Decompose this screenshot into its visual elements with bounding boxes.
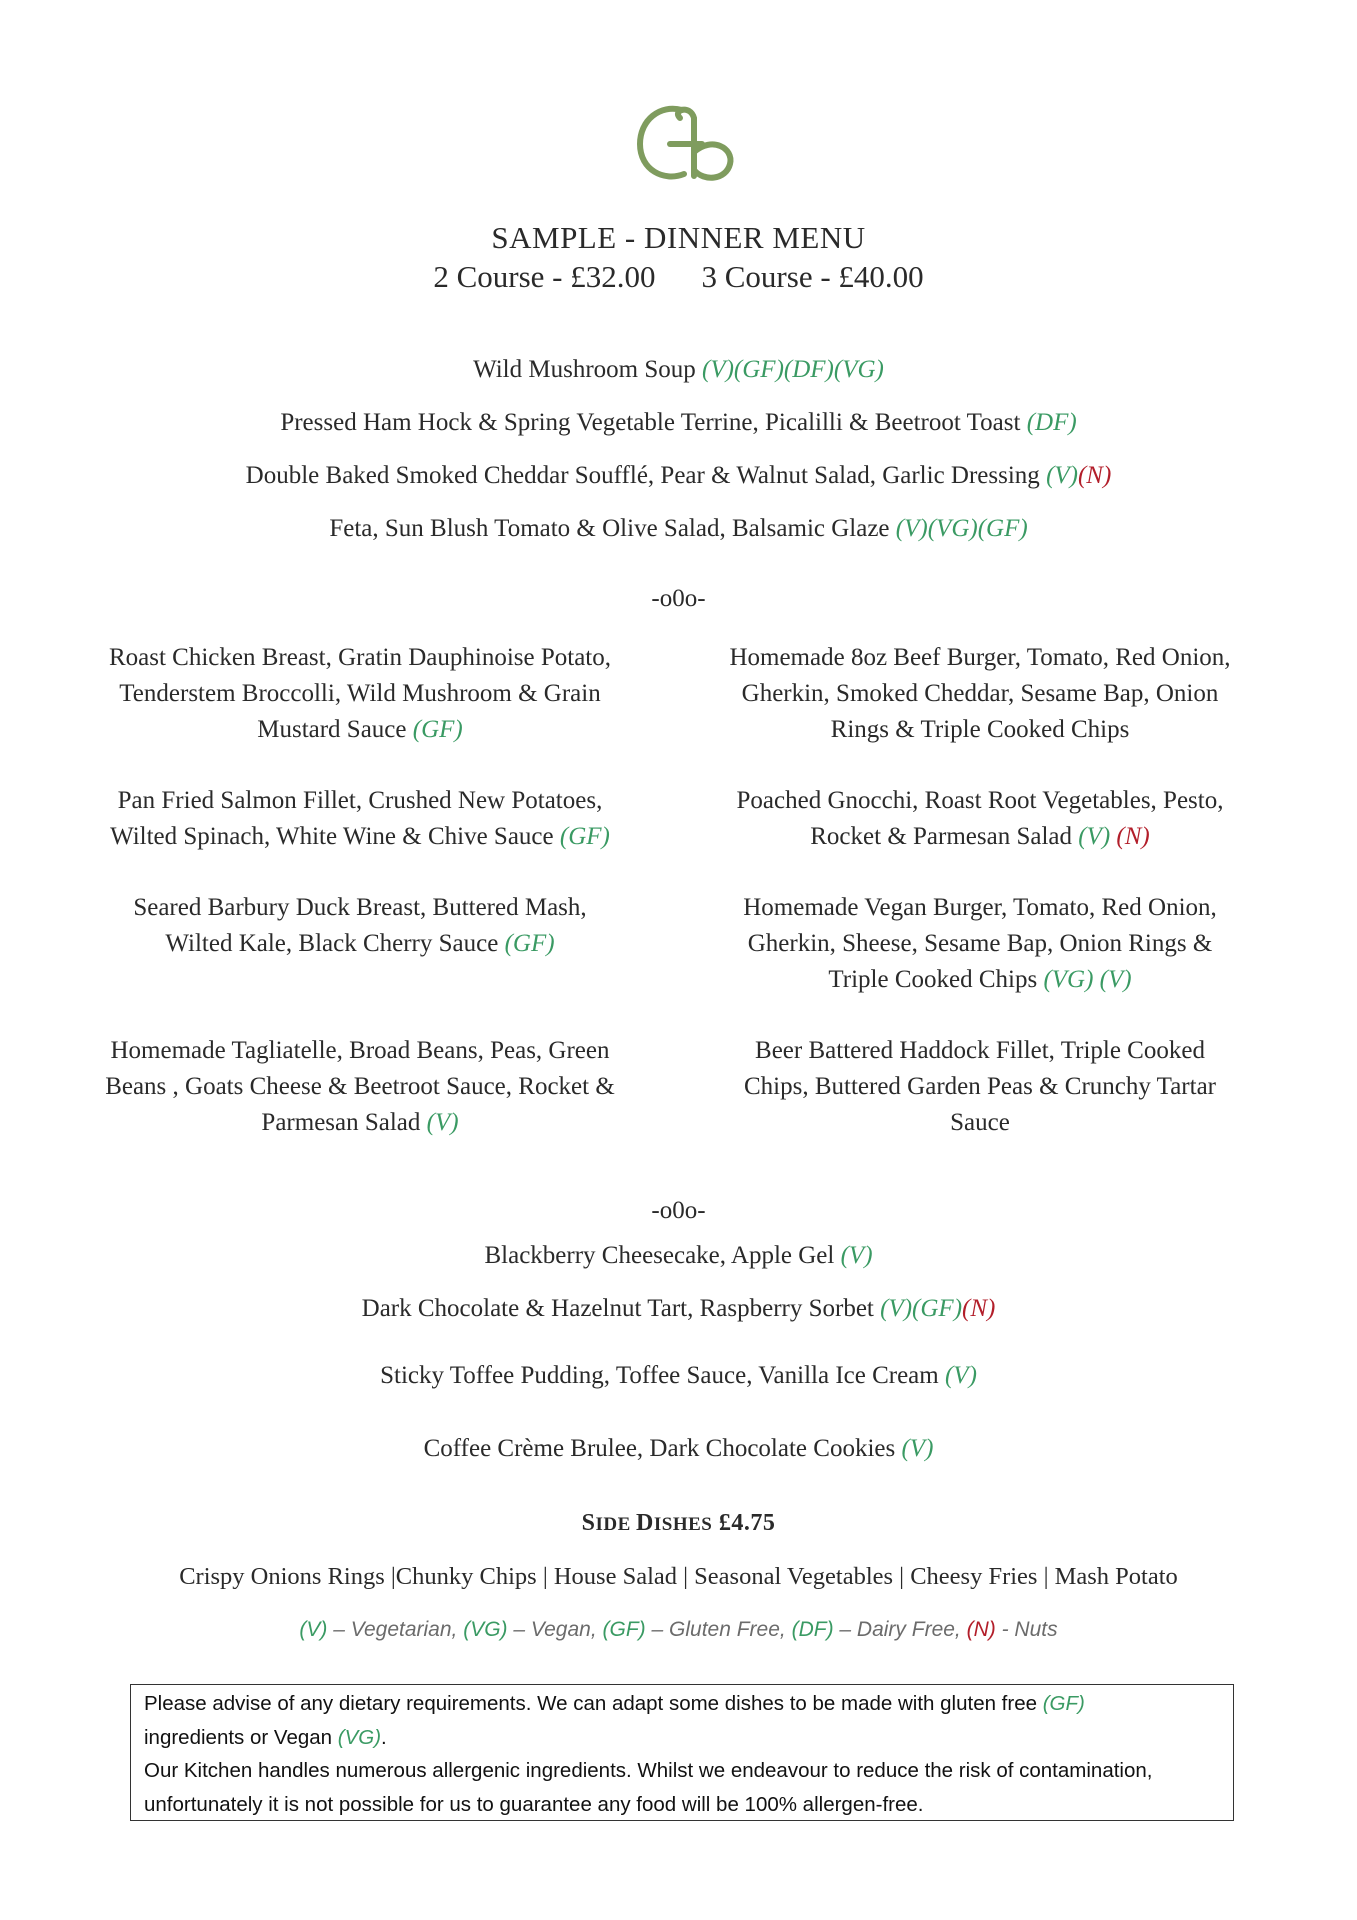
main-item: Homemade 8oz Beef Burger, Tomato, Red Onion, Gherkin, Smoked Cheddar, Sesame Bap, Onion Rings & Triple Cooked Chips [729,644,1231,743]
ca-monogram-logo [630,100,742,196]
dessert-item: Dark Chocolate & Hazelnut Tart, Raspberry Sorbet (V)(GF)(N) [361,1295,996,1322]
side-dishes-heading: SIDE DISHES £4.75 [581,1510,776,1536]
dietary-legend: (V) – Vegetarian, (VG) – Vegan, (GF) – Gluten Free, (DF) – Dairy Free, (N) - Nuts [299,1618,1058,1641]
main-item: Beer Battered Haddock Fillet, Triple Cooked Chips, Buttered Garden Peas & Crunchy Tartar Sauce [744,1037,1216,1136]
section-separator: -o0o- [651,585,706,612]
dessert-item: Coffee Crème Brulee, Dark Chocolate Cookies (V) [423,1435,934,1462]
dessert-item: Blackberry Cheesecake, Apple Gel (V) [484,1242,873,1269]
starter-item: Double Baked Smoked Cheddar Soufflé, Pear & Walnut Salad, Garlic Dressing (V)(N) [245,462,1112,489]
notice-allergen: Our Kitchen handles numerous allergenic ingredients. Whilst we endeavour to reduce the risk of contamination, unfortunately it is not possible for us to guarantee any food will be 100% allergen-free. [144,1759,1153,1816]
starter-item: Wild Mushroom Soup (V)(GF)(DF)(VG) [473,356,884,383]
starter-item: Feta, Sun Blush Tomato & Olive Salad, Balsamic Glaze (V)(VG)(GF) [329,515,1028,542]
two-course-price: 2 Course - £32.00 [433,259,656,294]
section-separator: -o0o- [651,1197,706,1224]
main-item: Roast Chicken Breast, Gratin Dauphinoise Potato, Tenderstem Broccolli, Wild Mushroom & Grain Mustard Sauce (GF) [108,644,611,743]
mains-right-column [695,640,1265,1160]
dessert-item: Sticky Toffee Pudding, Toffee Sauce, Vanilla Ice Cream (V) [380,1362,977,1389]
three-course-price: 3 Course - £40.00 [701,259,924,294]
allergen-notice [130,1684,1234,1821]
mains-left-column [75,640,645,1160]
main-item: Pan Fried Salmon Fillet, Crushed New Potatoes, Wilted Spinach, White Wine & Chive Sauce (GF) [110,787,610,850]
main-item: Homemade Vegan Burger, Tomato, Red Onion, Gherkin, Sheese, Sesame Bap, Onion Rings & Triple Cooked Chips (VG) (V) [743,894,1217,993]
course-prices [0,259,1357,295]
main-item: Seared Barbury Duck Breast, Buttered Mash, Wilted Kale, Black Cherry Sauce (GF) [133,894,587,957]
main-item: Homemade Tagliatelle, Broad Beans, Peas, Green Beans , Goats Cheese & Beetroot Sauce, Rocket & Parmesan Salad (V) [105,1037,615,1136]
main-item: Poached Gnocchi, Roast Root Vegetables, Pesto, Rocket & Parmesan Salad (V) (N) [736,787,1224,850]
notice-dietary: Please advise of any dietary requirements. We can adapt some dishes to be made with gluten free (GF) ingredients or Vegan (VG). [144,1692,1085,1749]
menu-title: SAMPLE - DINNER MENU [491,220,866,255]
starter-item: Pressed Ham Hock & Spring Vegetable Terrine, Picalilli & Beetroot Toast (DF) [280,409,1077,436]
side-dishes-list: Crispy Onions Rings |Chunky Chips | House Salad | Seasonal Vegetables | Cheesy Fries | Mash Potato [179,1563,1178,1590]
